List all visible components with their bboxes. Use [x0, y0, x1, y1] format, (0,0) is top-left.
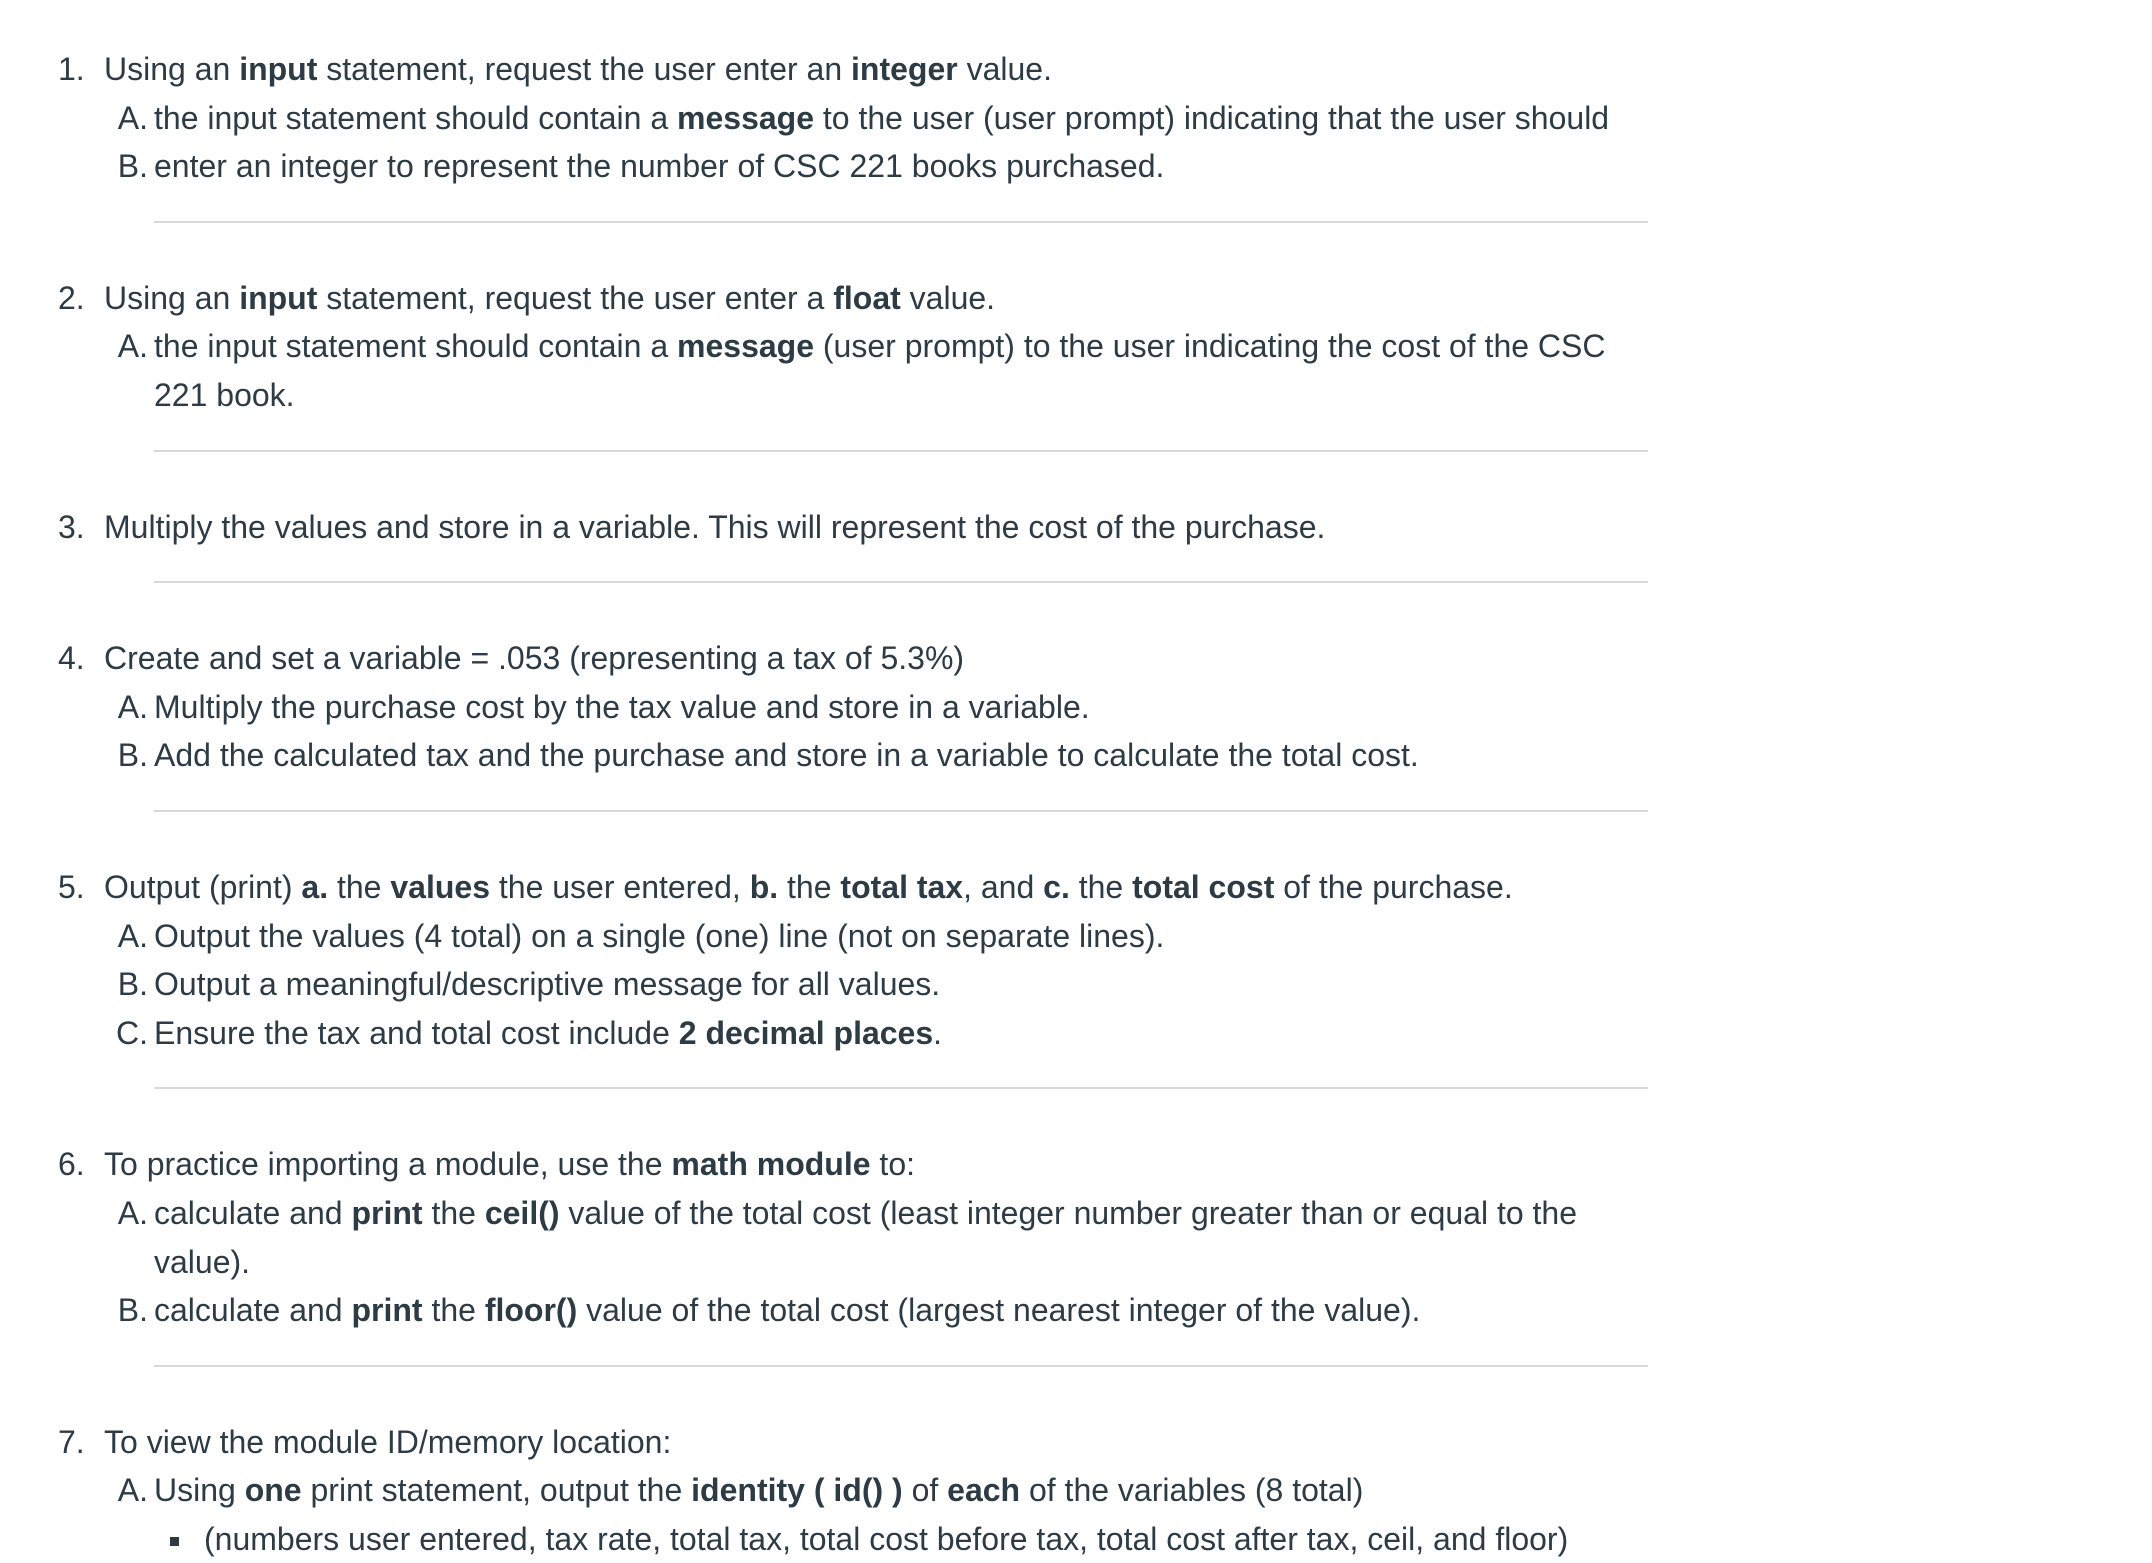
instruction-item — [0, 863, 1650, 1057]
text-run: of the purchase. — [1274, 868, 1513, 905]
text-run: the input statement should contain a — [154, 328, 678, 365]
instruction-item — [0, 274, 1650, 420]
sub-item — [0, 960, 1650, 1009]
text-run: value of the total cost (largest nearest integer of the value). — [577, 1292, 1421, 1329]
bold-text: one — [244, 1472, 302, 1509]
bold-text: c. — [1043, 868, 1070, 905]
sub-item-letter: B. — [117, 966, 148, 1003]
spacer — [0, 1335, 2152, 1365]
item-text — [0, 634, 1650, 683]
bold-text: ceil() — [484, 1194, 560, 1231]
instruction-list — [0, 45, 2152, 1563]
text-run: to: — [870, 1146, 915, 1183]
item-text — [0, 1140, 1650, 1189]
item-text — [0, 1418, 1650, 1467]
spacer — [0, 583, 2152, 634]
instruction-heading — [0, 863, 1650, 912]
text-run: Using an — [104, 279, 240, 316]
sub-item-text — [0, 94, 1650, 143]
text-run: Output the values (4 total) on a single (one) line (not on separate lines). — [154, 917, 1165, 954]
instruction-heading — [0, 45, 1650, 94]
spacer — [0, 420, 2152, 450]
sub-item-text — [0, 1238, 1650, 1287]
text-run: Create and set a variable = .053 (representing a tax of 5.3%) — [104, 640, 965, 677]
instruction-heading — [0, 274, 1650, 323]
spacer — [0, 812, 2152, 863]
item-number: 5. — [58, 868, 85, 905]
sub-item-text — [0, 322, 1650, 371]
item-text — [0, 863, 1650, 912]
spacer — [0, 191, 2152, 221]
item-number: 3. — [58, 508, 85, 545]
sub-item — [0, 912, 1650, 961]
bold-text: values — [390, 868, 490, 905]
bold-text: a. — [301, 868, 329, 905]
text-run: Multiply the values and store in a variable. This will represent the cost of the purchase. — [104, 508, 1326, 545]
instruction-heading — [0, 503, 1650, 552]
bold-text: input — [239, 51, 318, 87]
bold-text: floor() — [484, 1292, 578, 1329]
sub-item-text — [0, 1466, 1650, 1515]
instruction-heading — [0, 1140, 1650, 1189]
sub-item-text — [0, 960, 1650, 1009]
sub-item-letter: A. — [117, 688, 148, 725]
text-run: 221 book. — [154, 376, 295, 413]
spacer — [0, 1089, 2152, 1140]
sub-item-letter: B. — [117, 737, 148, 774]
sub-item — [0, 1238, 1650, 1287]
bold-text: each — [947, 1472, 1021, 1509]
bold-text: float — [833, 279, 901, 316]
text-run: the user entered, — [489, 868, 750, 905]
sub-item-letter: B. — [117, 148, 148, 185]
text-run: value). — [154, 1243, 251, 1280]
sub-item-text — [0, 1189, 1650, 1238]
text-run: statement, request the user enter an — [317, 51, 852, 87]
bold-text: integer — [851, 51, 958, 87]
text-run: Ensure the tax and total cost include — [154, 1014, 679, 1051]
bold-text: math module — [671, 1146, 871, 1183]
sub-item — [0, 142, 1650, 191]
bold-text: 2 decimal places — [678, 1014, 934, 1051]
text-run: the — [1069, 868, 1133, 905]
sub-item — [0, 683, 1650, 732]
sub-item — [0, 322, 1650, 371]
item-text — [0, 45, 1650, 94]
item-number: 7. — [58, 1423, 85, 1460]
sub-item — [0, 371, 1650, 420]
text-run: calculate and — [154, 1194, 352, 1231]
bold-text: input — [239, 279, 318, 316]
sub-item-letter: A. — [117, 328, 148, 365]
spacer — [0, 780, 2152, 810]
text-run: the — [778, 868, 841, 905]
sub-item-text — [0, 1286, 1650, 1335]
sub-item — [0, 1286, 1650, 1335]
text-run: To view the module ID/memory location: — [104, 1423, 672, 1460]
square-bullet-icon — [170, 1537, 179, 1546]
bold-text: total cost — [1132, 868, 1275, 905]
spacer — [0, 1367, 2152, 1418]
bold-text: message — [677, 99, 814, 136]
text-run: of — [902, 1472, 948, 1509]
text-run: value. — [900, 279, 996, 316]
sub-item — [0, 1189, 1650, 1238]
spacer — [0, 551, 2152, 581]
text-run: value. — [957, 51, 1052, 87]
sub-item-text — [0, 731, 1650, 780]
text-run: to the user (user prompt) indicating that the user should — [814, 99, 1610, 136]
sub-item — [0, 1009, 1650, 1058]
sub-item-letter: A. — [117, 1472, 148, 1509]
text-run: of the variables (8 total) — [1020, 1472, 1364, 1509]
item-number: 4. — [58, 640, 85, 677]
text-run: the — [422, 1292, 485, 1329]
bold-text: print — [351, 1292, 423, 1329]
text-run: , and — [963, 868, 1044, 905]
sub-item-letter: A. — [117, 99, 148, 136]
sub-item-text — [0, 371, 1650, 420]
text-run: enter an integer to represent the number of CSC 221 books purchased. — [154, 148, 1165, 185]
instruction-item — [0, 1140, 1650, 1334]
item-text — [0, 274, 1650, 323]
instruction-item — [0, 503, 1650, 552]
instruction-item — [0, 1418, 1650, 1563]
text-run: Add the calculated tax and the purchase and store in a variable to calculate the total cost. — [154, 737, 1419, 774]
sub-item — [0, 94, 1650, 143]
text-run: print statement, output the — [301, 1472, 692, 1509]
text-run: the — [422, 1194, 485, 1231]
sub-item-text — [0, 912, 1650, 961]
text-run: . — [933, 1014, 943, 1051]
text-run: Output a meaningful/descriptive message for all values. — [154, 966, 941, 1003]
instruction-heading — [0, 1418, 1650, 1467]
sub-item-letter: A. — [117, 1194, 148, 1231]
instruction-item — [0, 634, 1650, 780]
text-run: value of the total cost (least integer number greater than or equal to the — [559, 1194, 1578, 1231]
text-run: the — [328, 868, 391, 905]
text-run: Multiply the purchase cost by the tax value and store in a variable. — [154, 688, 1090, 725]
bullet-text: (numbers user entered, tax rate, total tax, total cost before tax, total cost after tax, ceil, and floor) — [204, 1520, 1569, 1557]
text-run: Output (print) — [104, 868, 302, 905]
bold-text: message — [677, 328, 814, 365]
spacer — [0, 223, 2152, 274]
bold-text: identity ( id() ) — [691, 1472, 903, 1509]
text-run: Using — [154, 1472, 245, 1509]
spacer — [0, 452, 2152, 503]
text-run: calculate and — [154, 1292, 352, 1329]
bold-text: total tax — [840, 868, 964, 905]
item-text — [0, 503, 1650, 552]
bold-text: b. — [749, 868, 779, 905]
sub-item-text — [0, 142, 1650, 191]
sub-item-letter: C. — [116, 1014, 148, 1051]
spacer — [0, 1057, 2152, 1087]
text-run: (user prompt) to the user indicating the cost of the CSC — [814, 328, 1606, 365]
sub-item-letter: A. — [117, 917, 148, 954]
sub-item-text — [0, 683, 1650, 732]
bold-text: print — [351, 1194, 423, 1231]
text-run: To practice importing a module, use the — [104, 1146, 672, 1183]
instruction-item — [0, 45, 1650, 191]
text-run: Using an — [104, 51, 240, 87]
text-run: the input statement should contain a — [154, 99, 678, 136]
sub-item — [0, 731, 1650, 780]
item-number: 1. — [58, 51, 85, 87]
item-number: 6. — [58, 1146, 85, 1183]
sub-item — [0, 1466, 1650, 1515]
instruction-heading — [0, 634, 1650, 683]
text-run: statement, request the user enter a — [317, 279, 834, 316]
item-number: 2. — [58, 279, 85, 316]
sub-item-letter: B. — [117, 1292, 148, 1329]
sub-item-text — [0, 1009, 1650, 1058]
bullet-item — [0, 1515, 1650, 1563]
